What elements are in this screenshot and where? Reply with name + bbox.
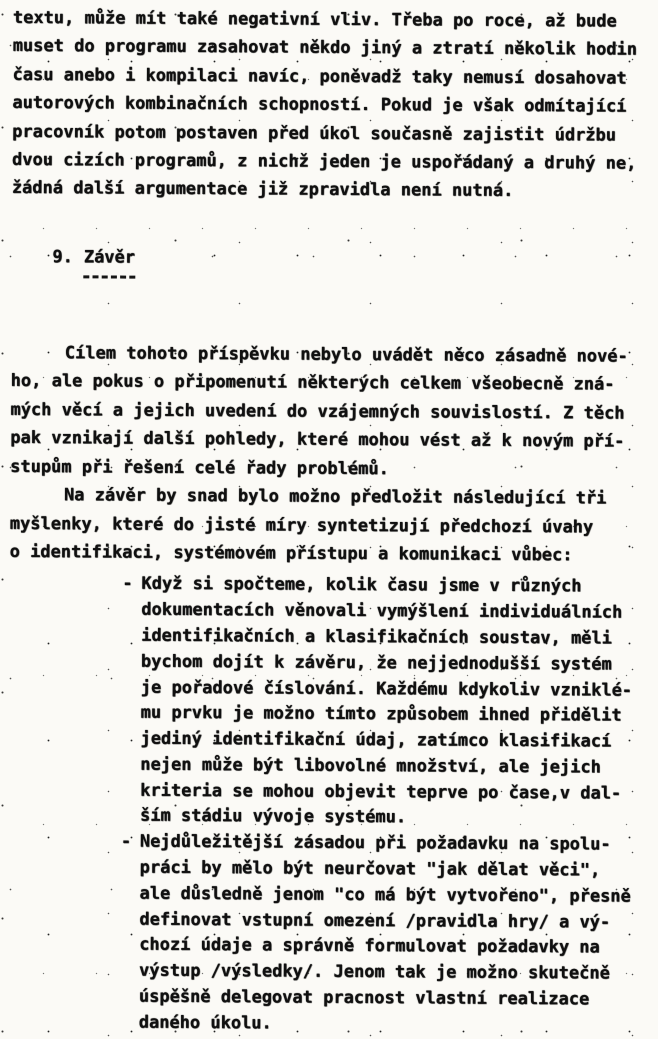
text-line: myšlenky, které do jisté míry syntetizují předchozí úvahy xyxy=(9,513,594,537)
text-line: žádná další argumentace již zpravidla není nutná. xyxy=(11,178,514,202)
paragraph-three-thoughts xyxy=(10,481,656,570)
text-line: výstup /výsledky/. Jenom tak je možno skutečně xyxy=(139,960,610,984)
text-line: textu, může mít také negativní vliv. Třeba po roce, až bude xyxy=(12,7,617,32)
text-line: kriteria se mohou objevit teprve po čase,v dal- xyxy=(140,780,622,804)
text-line: dvou cizích programů, z nichž jeden je uspořádaný a druhý ne, xyxy=(11,149,637,174)
text-line: úspěšně delegovat pracnost vlastní realizace xyxy=(138,986,590,1010)
text-line: autorových kombinačních schopností. Pokud je však odmítající xyxy=(12,93,627,117)
section-number: 9. xyxy=(52,247,73,268)
text-line: dokumentacích věnovali vymýšlení individuálních xyxy=(141,599,623,623)
bullet-dash: - xyxy=(122,573,133,594)
text-line: ho, ale pokus o připomenutí některých celkem všeobecně zná- xyxy=(10,371,615,396)
bullet-item-numbering xyxy=(8,571,655,833)
text-line: ším stádiu vývoje systému. xyxy=(139,806,407,828)
text-line: daného úkolu. xyxy=(138,1012,272,1034)
text-line: o identifikaci, systémovém přístupu a komunikaci vůbec: xyxy=(9,541,573,566)
text-line: stupům při řešení celé řady problémů. xyxy=(10,456,389,479)
text-line: nejen může být libovolné množství, ale jejich xyxy=(140,754,601,778)
bullet-dash: - xyxy=(120,831,132,852)
text-line: Když si spočteme, kolik času jsme v různých xyxy=(141,574,582,597)
text-line: jediný identifikační údaj, zatímco klasifikací xyxy=(140,728,612,752)
bullet-text xyxy=(140,572,655,833)
section-title: Závěr xyxy=(84,244,135,279)
text-line: Cílem tohoto příspěvku nebylo uvádět něco zásadně nové- xyxy=(64,343,628,367)
text-line: chozí údaje a správně formulovat požadavky na xyxy=(139,935,600,958)
bullet-text xyxy=(139,830,653,1039)
section-heading xyxy=(11,215,657,310)
text-line: muset do programu zasahovat někdo jiný a ztratí několik hodin xyxy=(12,36,638,61)
text-line: definovat vstupní omezení /pravidla hry/ a vý- xyxy=(139,909,611,933)
paragraph-conclusion-intro xyxy=(10,339,656,485)
text-line: pracovník potom postaven před úkol současně zajistit údržbu xyxy=(12,121,617,146)
text-line: práci by mělo být neurčovat "jak dělat věci", xyxy=(139,857,601,881)
text-line: je pořadové číslování. Každému kdykoliv vzniklé- xyxy=(140,677,633,701)
text-line: identifikačních a klasifikačních soustav, měli xyxy=(141,625,612,649)
text-line: mu prvku je možno tímto způsobem ihned přidělit xyxy=(140,702,622,726)
text-line: Na závěr by snad bylo možno předložit následující tři xyxy=(63,485,607,509)
text-line: mých věcí a jejich uvedení do vzájemných souvislostí. Z těch xyxy=(10,399,625,424)
bullet-item-delegation xyxy=(7,829,653,1039)
text-line: času anebo i kompilaci navíc, poněvadž taky nemusí dosahovat xyxy=(12,64,627,89)
text-line: ale důsledně jenom "co má být vytvořeno", přesně xyxy=(139,883,631,907)
text-line: pak vznikají další pohledy, které mohou vést až k novým pří- xyxy=(10,428,625,452)
text-line: Nejdůležitější zásadou při požadavku na spolu- xyxy=(139,831,611,855)
text-line: bychom dojít k závěru, že nejjednodušší systém xyxy=(140,651,612,675)
paragraph-continuation xyxy=(12,4,658,207)
